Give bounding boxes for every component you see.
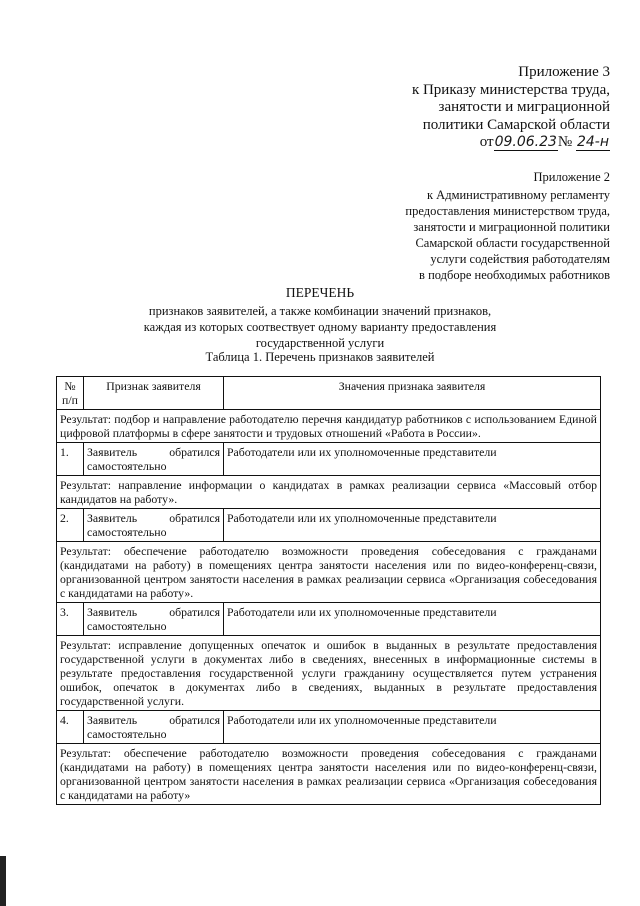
order-number: 24-н (576, 134, 609, 150)
appendix-2-line: предоставления министерством труда, (405, 204, 610, 218)
applicant-features-table (56, 376, 601, 805)
table-header-row (57, 377, 601, 410)
row-number: 1. (57, 443, 84, 476)
value-cell: Работодатели или их уполномоченные представители (224, 711, 601, 744)
appendix-3-title: Приложение 3 (518, 64, 610, 80)
row-number: 3. (57, 603, 84, 636)
appendix-2-line: в подборе необходимых работников (419, 268, 610, 282)
feature-cell: Заявитель обратился самостоятельно (84, 603, 224, 636)
order-date-line (350, 134, 610, 152)
table-row (57, 603, 601, 636)
scan-edge-mark (0, 856, 6, 906)
order-from-label: от (479, 134, 494, 150)
result-cell: Результат: обеспечение работодателю возможности проведения собеседования с гражданами (кандидатами на работу) в помещениях центра занятости населения или по видео-конференц-связи, организованной центром занятости населения в рамках реализации сервиса «Организация собеседования с кандидатами на работу». (57, 542, 601, 603)
appendix-2-line: к Административному регламенту (426, 188, 610, 202)
header-num: № п/п (57, 377, 84, 410)
table-caption: Таблица 1. Перечень признаков заявителей (205, 350, 435, 364)
document-subtitle: государственной услуги (255, 336, 385, 350)
table-row (57, 744, 601, 805)
appendix-2-line: Самарской области государственной (415, 236, 610, 250)
document-heading: ПЕРЕЧЕНЬ (285, 285, 355, 300)
header-feature: Признак заявителя (84, 377, 224, 410)
result-cell: Результат: обеспечение работодателю возможности проведения собеседования с гражданами (кандидатами на работу) в помещениях центра занятости населения или по видео-конференц-связи, организованной центром занятости населения в рамках реализации сервиса «Организация собеседования с кандидатами на работу» (57, 744, 601, 805)
document-subtitle: каждая из которых соотвествует одному варианту предоставления (143, 320, 497, 334)
appendix-3-header (350, 64, 610, 152)
appendix-2-line: занятости и миграционной политики (413, 220, 610, 234)
value-cell: Работодатели или их уполномоченные представители (224, 603, 601, 636)
appendix-3-line: занятости и миграционной (438, 99, 610, 115)
order-date: 09.06.23 (494, 134, 557, 150)
table-row (57, 542, 601, 603)
appendix-2-title: Приложение 2 (533, 170, 610, 184)
value-cell: Работодатели или их уполномоченные представители (224, 443, 601, 476)
result-cell: Результат: исправление допущенных опечаток и ошибок в выданных в результате предоставления государственной услуги в документах либо в сведениях, внесенных в информационные системы в результате предоставления государственной услуги гражданину осуществляется путем устранения ошибок, опечаток в документах либо в сведениях, выданных в результате предоставления государственной услуги. (57, 636, 601, 711)
row-number: 4. (57, 711, 84, 744)
table-row (57, 443, 601, 476)
appendix-3-line: к Приказу министерства труда, (411, 81, 610, 98)
appendix-2-line: услуги содействия работодателям (430, 252, 610, 266)
table-row (57, 711, 601, 744)
appendix-2-header (360, 169, 610, 283)
order-number-label: № (557, 134, 573, 150)
feature-cell: Заявитель обратился самостоятельно (84, 509, 224, 542)
table-row (57, 476, 601, 509)
feature-cell: Заявитель обратился самостоятельно (84, 711, 224, 744)
value-cell: Работодатели или их уполномоченные представители (224, 509, 601, 542)
table-row (57, 410, 601, 443)
result-cell: Результат: подбор и направление работодателю перечня кандидатур работников с использованием Единой цифровой платформы в сфере занятости и трудовых отношений «Работа в России». (57, 410, 601, 443)
feature-cell: Заявитель обратился самостоятельно (84, 443, 224, 476)
table-row (57, 509, 601, 542)
row-number: 2. (57, 509, 84, 542)
result-cell: Результат: направление информации о кандидатах в рамках реализации сервиса «Массовый отбор кандидатов на работу». (57, 476, 601, 509)
header-value: Значения признака заявителя (224, 377, 601, 410)
appendix-3-line: политики Самарской области (422, 116, 610, 133)
table-row (57, 636, 601, 711)
document-subtitle: признаков заявителей, а также комбинации значений признаков, (148, 304, 492, 318)
document-title-block (100, 285, 540, 351)
